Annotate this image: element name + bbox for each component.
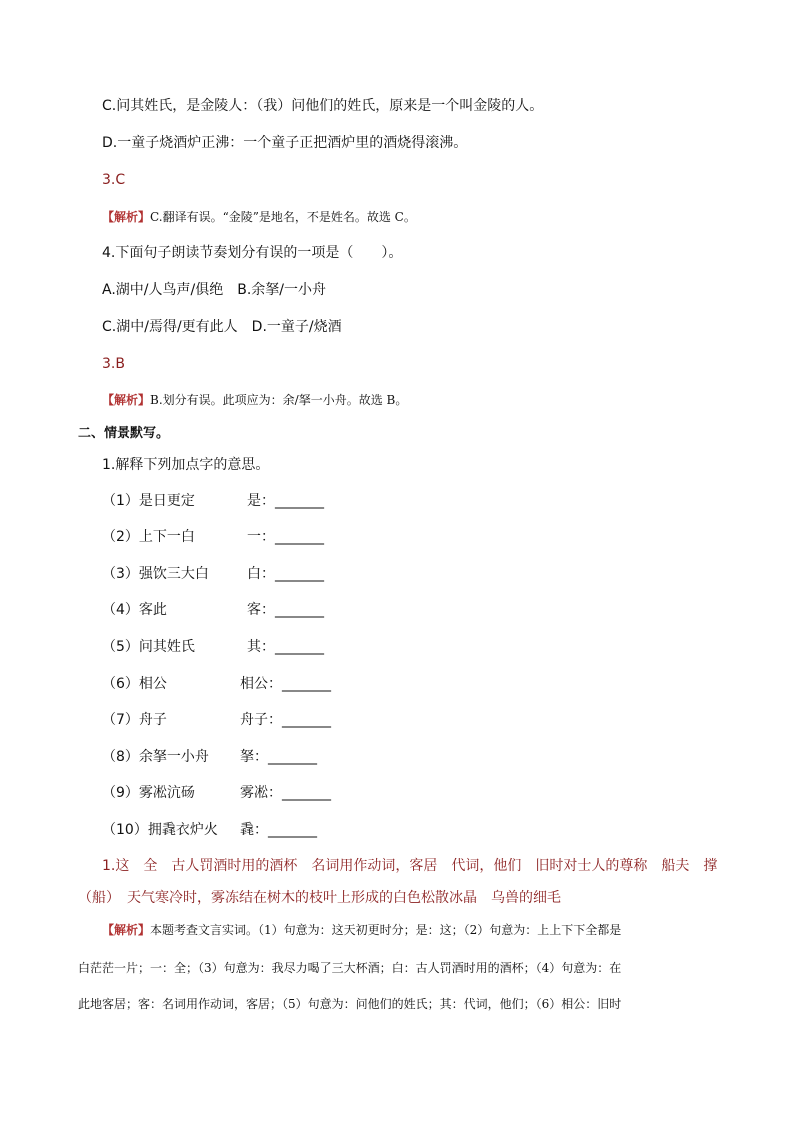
answer-4: 3.B (102, 356, 125, 372)
vocab-blank[interactable]: 毳：_______ (240, 822, 317, 838)
explanation-text: 本题考查文言实词。（1）句意为：这天初更时分；是：这；（2）句意为：上上下下全都是 (150, 923, 622, 937)
vocab-phrase: （6）相公 (102, 676, 167, 692)
vocab-phrase: （10）拥毳衣炉火 (102, 822, 218, 838)
answer-1-line-1: 1.这 全 古人罚酒时用的酒杯 名词用作动词，客居 代词，他们 旧时对士人的尊称 船夫 撑 (102, 858, 718, 874)
vocab-phrase: （9）雾凇沆砀 (102, 785, 195, 801)
question-4-options-cd: C.湖中/焉得/更有此人 D.一童子/烧酒 (102, 319, 342, 335)
vocab-blank[interactable]: 相公：_______ (240, 676, 331, 692)
vocab-phrase: （4）客此 (102, 602, 167, 618)
vocab-phrase: （3）强饮三大白 (102, 566, 209, 582)
vocab-phrase: （8）余拏一小舟 (102, 749, 209, 765)
vocab-blank[interactable]: 舟子：_______ (240, 712, 331, 728)
explanation-text: B.划分有误。此项应为：余/拏一小舟。故选 B。 (150, 393, 408, 407)
answer-1-line-2: （船） 天气寒冷时，雾冻结在树木的枝叶上形成的白色松散冰晶 乌兽的细毛 (78, 890, 561, 906)
explanation-tag: 【解析】 (102, 210, 151, 224)
vocab-phrase: （7）舟子 (102, 712, 167, 728)
vocab-blank[interactable]: 拏：_______ (240, 749, 317, 765)
answer-3: 3.C (102, 172, 126, 188)
vocab-blank[interactable]: 白：_______ (247, 566, 324, 582)
vocab-blank[interactable]: 雾凇：_______ (240, 785, 331, 801)
question-4: 4.下面句子朗读节奏划分有误的一项是（ ）。 (102, 245, 403, 261)
vocab-phrase: （1）是日更定 (102, 493, 195, 509)
option-c: C.问其姓氏，是金陵人：（我）问他们的姓氏，原来是一个叫金陵的人。 (102, 98, 544, 114)
question-4-options-ab: A.湖中/人鸟声/俱绝 B.余拏/一小舟 (102, 282, 326, 298)
explanation-1-line-2: 白茫茫一片；一：全；（3）句意为：我尽力喝了三大杯酒；白：古人罚酒时用的酒杯；（4）句意为：在 (78, 961, 622, 975)
vocab-blank[interactable]: 是：_______ (247, 493, 324, 509)
vocab-blank[interactable]: 其：_______ (247, 639, 324, 655)
explanation-3 (102, 207, 416, 227)
vocab-blank[interactable]: 客：_______ (247, 602, 324, 618)
vocab-phrase: （2）上下一白 (102, 529, 195, 545)
explanation-1-line-1 (102, 920, 621, 940)
vocab-blank[interactable]: 一：_______ (247, 529, 324, 545)
explanation-text: C.翻译有误。“金陵”是地名，不是姓名。故选 C。 (150, 210, 416, 224)
explanation-tag: 【解析】 (102, 393, 151, 407)
section-heading: 二、情景默写。 (78, 426, 170, 441)
option-d: D.一童子烧酒炉正沸：一个童子正把酒炉里的酒烧得滚沸。 (102, 135, 468, 151)
explanation-1-line-3: 此地客居；客：名词用作动词，客居；（5）句意为：问他们的姓氏；其：代词，他们；（6）相公：旧时 (78, 997, 622, 1011)
vocab-phrase: （5）问其姓氏 (102, 639, 195, 655)
explanation-4 (102, 390, 407, 410)
explanation-tag: 【解析】 (102, 923, 151, 937)
question-1: 1.解释下列加点字的意思。 (102, 457, 270, 473)
